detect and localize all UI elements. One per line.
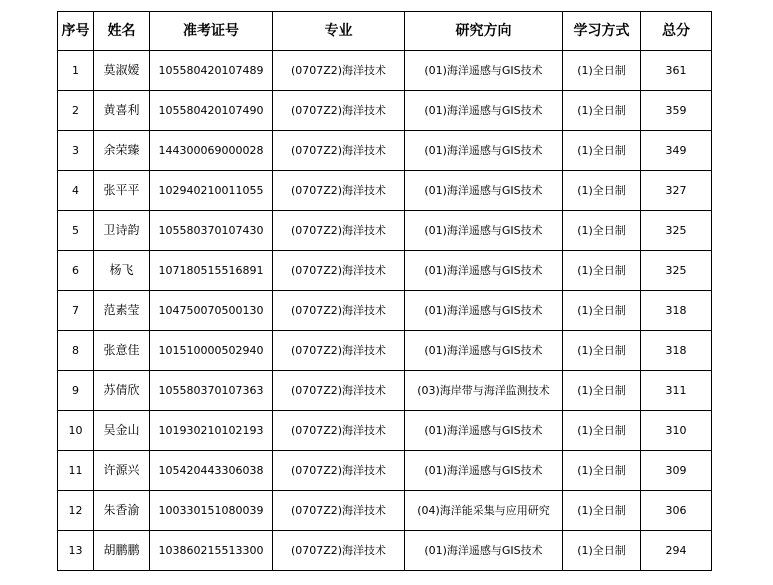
table-row — [58, 51, 712, 91]
exam-id-cell: 100330151080039 — [150, 491, 273, 531]
total-score-cell: 349 — [641, 131, 712, 171]
table-row — [58, 451, 712, 491]
direction-cell: (01)海洋遥感与GIS技术 — [405, 171, 563, 211]
exam-id-cell: 105580370107430 — [150, 211, 273, 251]
mode-cell: (1)全日制 — [563, 131, 641, 171]
name-cell: 张平平 — [94, 171, 150, 211]
seq-cell: 10 — [58, 411, 94, 451]
name-cell: 余荣臻 — [94, 131, 150, 171]
mode-cell: (1)全日制 — [563, 371, 641, 411]
header-mode: 学习方式 — [563, 12, 641, 51]
mode-cell: (1)全日制 — [563, 211, 641, 251]
direction-cell: (01)海洋遥感与GIS技术 — [405, 531, 563, 571]
header-major: 专业 — [273, 12, 405, 51]
direction-cell: (01)海洋遥感与GIS技术 — [405, 211, 563, 251]
name-cell: 黄喜利 — [94, 91, 150, 131]
exam-id-cell: 107180515516891 — [150, 251, 273, 291]
major-cell: (0707Z2)海洋技术 — [273, 51, 405, 91]
exam-id-cell: 105580420107490 — [150, 91, 273, 131]
mode-cell: (1)全日制 — [563, 251, 641, 291]
seq-cell: 2 — [58, 91, 94, 131]
direction-cell: (01)海洋遥感与GIS技术 — [405, 451, 563, 491]
major-cell: (0707Z2)海洋技术 — [273, 251, 405, 291]
direction-cell: (01)海洋遥感与GIS技术 — [405, 51, 563, 91]
header-name: 姓名 — [94, 12, 150, 51]
exam-id-cell: 105580370107363 — [150, 371, 273, 411]
mode-cell: (1)全日制 — [563, 331, 641, 371]
total-score-cell: 359 — [641, 91, 712, 131]
major-cell: (0707Z2)海洋技术 — [273, 451, 405, 491]
mode-cell: (1)全日制 — [563, 51, 641, 91]
table-row — [58, 91, 712, 131]
table-row — [58, 411, 712, 451]
name-cell: 胡鹏鹏 — [94, 531, 150, 571]
name-cell: 吴金山 — [94, 411, 150, 451]
table-row — [58, 371, 712, 411]
major-cell: (0707Z2)海洋技术 — [273, 491, 405, 531]
seq-cell: 11 — [58, 451, 94, 491]
table-row — [58, 531, 712, 571]
exam-id-cell: 101930210102193 — [150, 411, 273, 451]
seq-cell: 3 — [58, 131, 94, 171]
table-header-row — [58, 12, 712, 51]
major-cell: (0707Z2)海洋技术 — [273, 211, 405, 251]
name-cell: 许源兴 — [94, 451, 150, 491]
total-score-cell: 325 — [641, 251, 712, 291]
major-cell: (0707Z2)海洋技术 — [273, 171, 405, 211]
total-score-cell: 294 — [641, 531, 712, 571]
total-score-cell: 318 — [641, 331, 712, 371]
exam-id-cell: 104750070500130 — [150, 291, 273, 331]
name-cell: 苏倩欣 — [94, 371, 150, 411]
exam-id-cell: 105580420107489 — [150, 51, 273, 91]
mode-cell: (1)全日制 — [563, 91, 641, 131]
major-cell: (0707Z2)海洋技术 — [273, 411, 405, 451]
name-cell: 张意佳 — [94, 331, 150, 371]
total-score-cell: 309 — [641, 451, 712, 491]
table-row — [58, 331, 712, 371]
name-cell: 杨飞 — [94, 251, 150, 291]
total-score-cell: 327 — [641, 171, 712, 211]
total-score-cell: 306 — [641, 491, 712, 531]
exam-id-cell: 103860215513300 — [150, 531, 273, 571]
seq-cell: 6 — [58, 251, 94, 291]
direction-cell: (01)海洋遥感与GIS技术 — [405, 251, 563, 291]
exam-id-cell: 105420443306038 — [150, 451, 273, 491]
table-row — [58, 251, 712, 291]
table-row — [58, 491, 712, 531]
header-exam-id: 准考证号 — [150, 12, 273, 51]
direction-cell: (04)海洋能采集与应用研究 — [405, 491, 563, 531]
name-cell: 卫诗韵 — [94, 211, 150, 251]
table-row — [58, 211, 712, 251]
seq-cell: 9 — [58, 371, 94, 411]
major-cell: (0707Z2)海洋技术 — [273, 331, 405, 371]
seq-cell: 7 — [58, 291, 94, 331]
table-row — [58, 131, 712, 171]
total-score-cell: 325 — [641, 211, 712, 251]
seq-cell: 4 — [58, 171, 94, 211]
seq-cell: 8 — [58, 331, 94, 371]
seq-cell: 5 — [58, 211, 94, 251]
exam-id-cell: 144300069000028 — [150, 131, 273, 171]
table-row — [58, 171, 712, 211]
mode-cell: (1)全日制 — [563, 491, 641, 531]
mode-cell: (1)全日制 — [563, 291, 641, 331]
major-cell: (0707Z2)海洋技术 — [273, 371, 405, 411]
major-cell: (0707Z2)海洋技术 — [273, 131, 405, 171]
direction-cell: (01)海洋遥感与GIS技术 — [405, 411, 563, 451]
admission-results-table — [57, 11, 712, 571]
header-direction: 研究方向 — [405, 12, 563, 51]
total-score-cell: 311 — [641, 371, 712, 411]
seq-cell: 13 — [58, 531, 94, 571]
name-cell: 范素莹 — [94, 291, 150, 331]
direction-cell: (01)海洋遥感与GIS技术 — [405, 91, 563, 131]
header-seq: 序号 — [58, 12, 94, 51]
direction-cell: (01)海洋遥感与GIS技术 — [405, 291, 563, 331]
major-cell: (0707Z2)海洋技术 — [273, 91, 405, 131]
name-cell: 朱香渝 — [94, 491, 150, 531]
mode-cell: (1)全日制 — [563, 411, 641, 451]
header-total: 总分 — [641, 12, 712, 51]
total-score-cell: 361 — [641, 51, 712, 91]
mode-cell: (1)全日制 — [563, 531, 641, 571]
mode-cell: (1)全日制 — [563, 451, 641, 491]
total-score-cell: 318 — [641, 291, 712, 331]
major-cell: (0707Z2)海洋技术 — [273, 531, 405, 571]
direction-cell: (01)海洋遥感与GIS技术 — [405, 131, 563, 171]
seq-cell: 12 — [58, 491, 94, 531]
major-cell: (0707Z2)海洋技术 — [273, 291, 405, 331]
direction-cell: (03)海岸带与海洋监测技术 — [405, 371, 563, 411]
mode-cell: (1)全日制 — [563, 171, 641, 211]
total-score-cell: 310 — [641, 411, 712, 451]
exam-id-cell: 101510000502940 — [150, 331, 273, 371]
exam-id-cell: 102940210011055 — [150, 171, 273, 211]
direction-cell: (01)海洋遥感与GIS技术 — [405, 331, 563, 371]
seq-cell: 1 — [58, 51, 94, 91]
name-cell: 莫淑嫒 — [94, 51, 150, 91]
table-row — [58, 291, 712, 331]
